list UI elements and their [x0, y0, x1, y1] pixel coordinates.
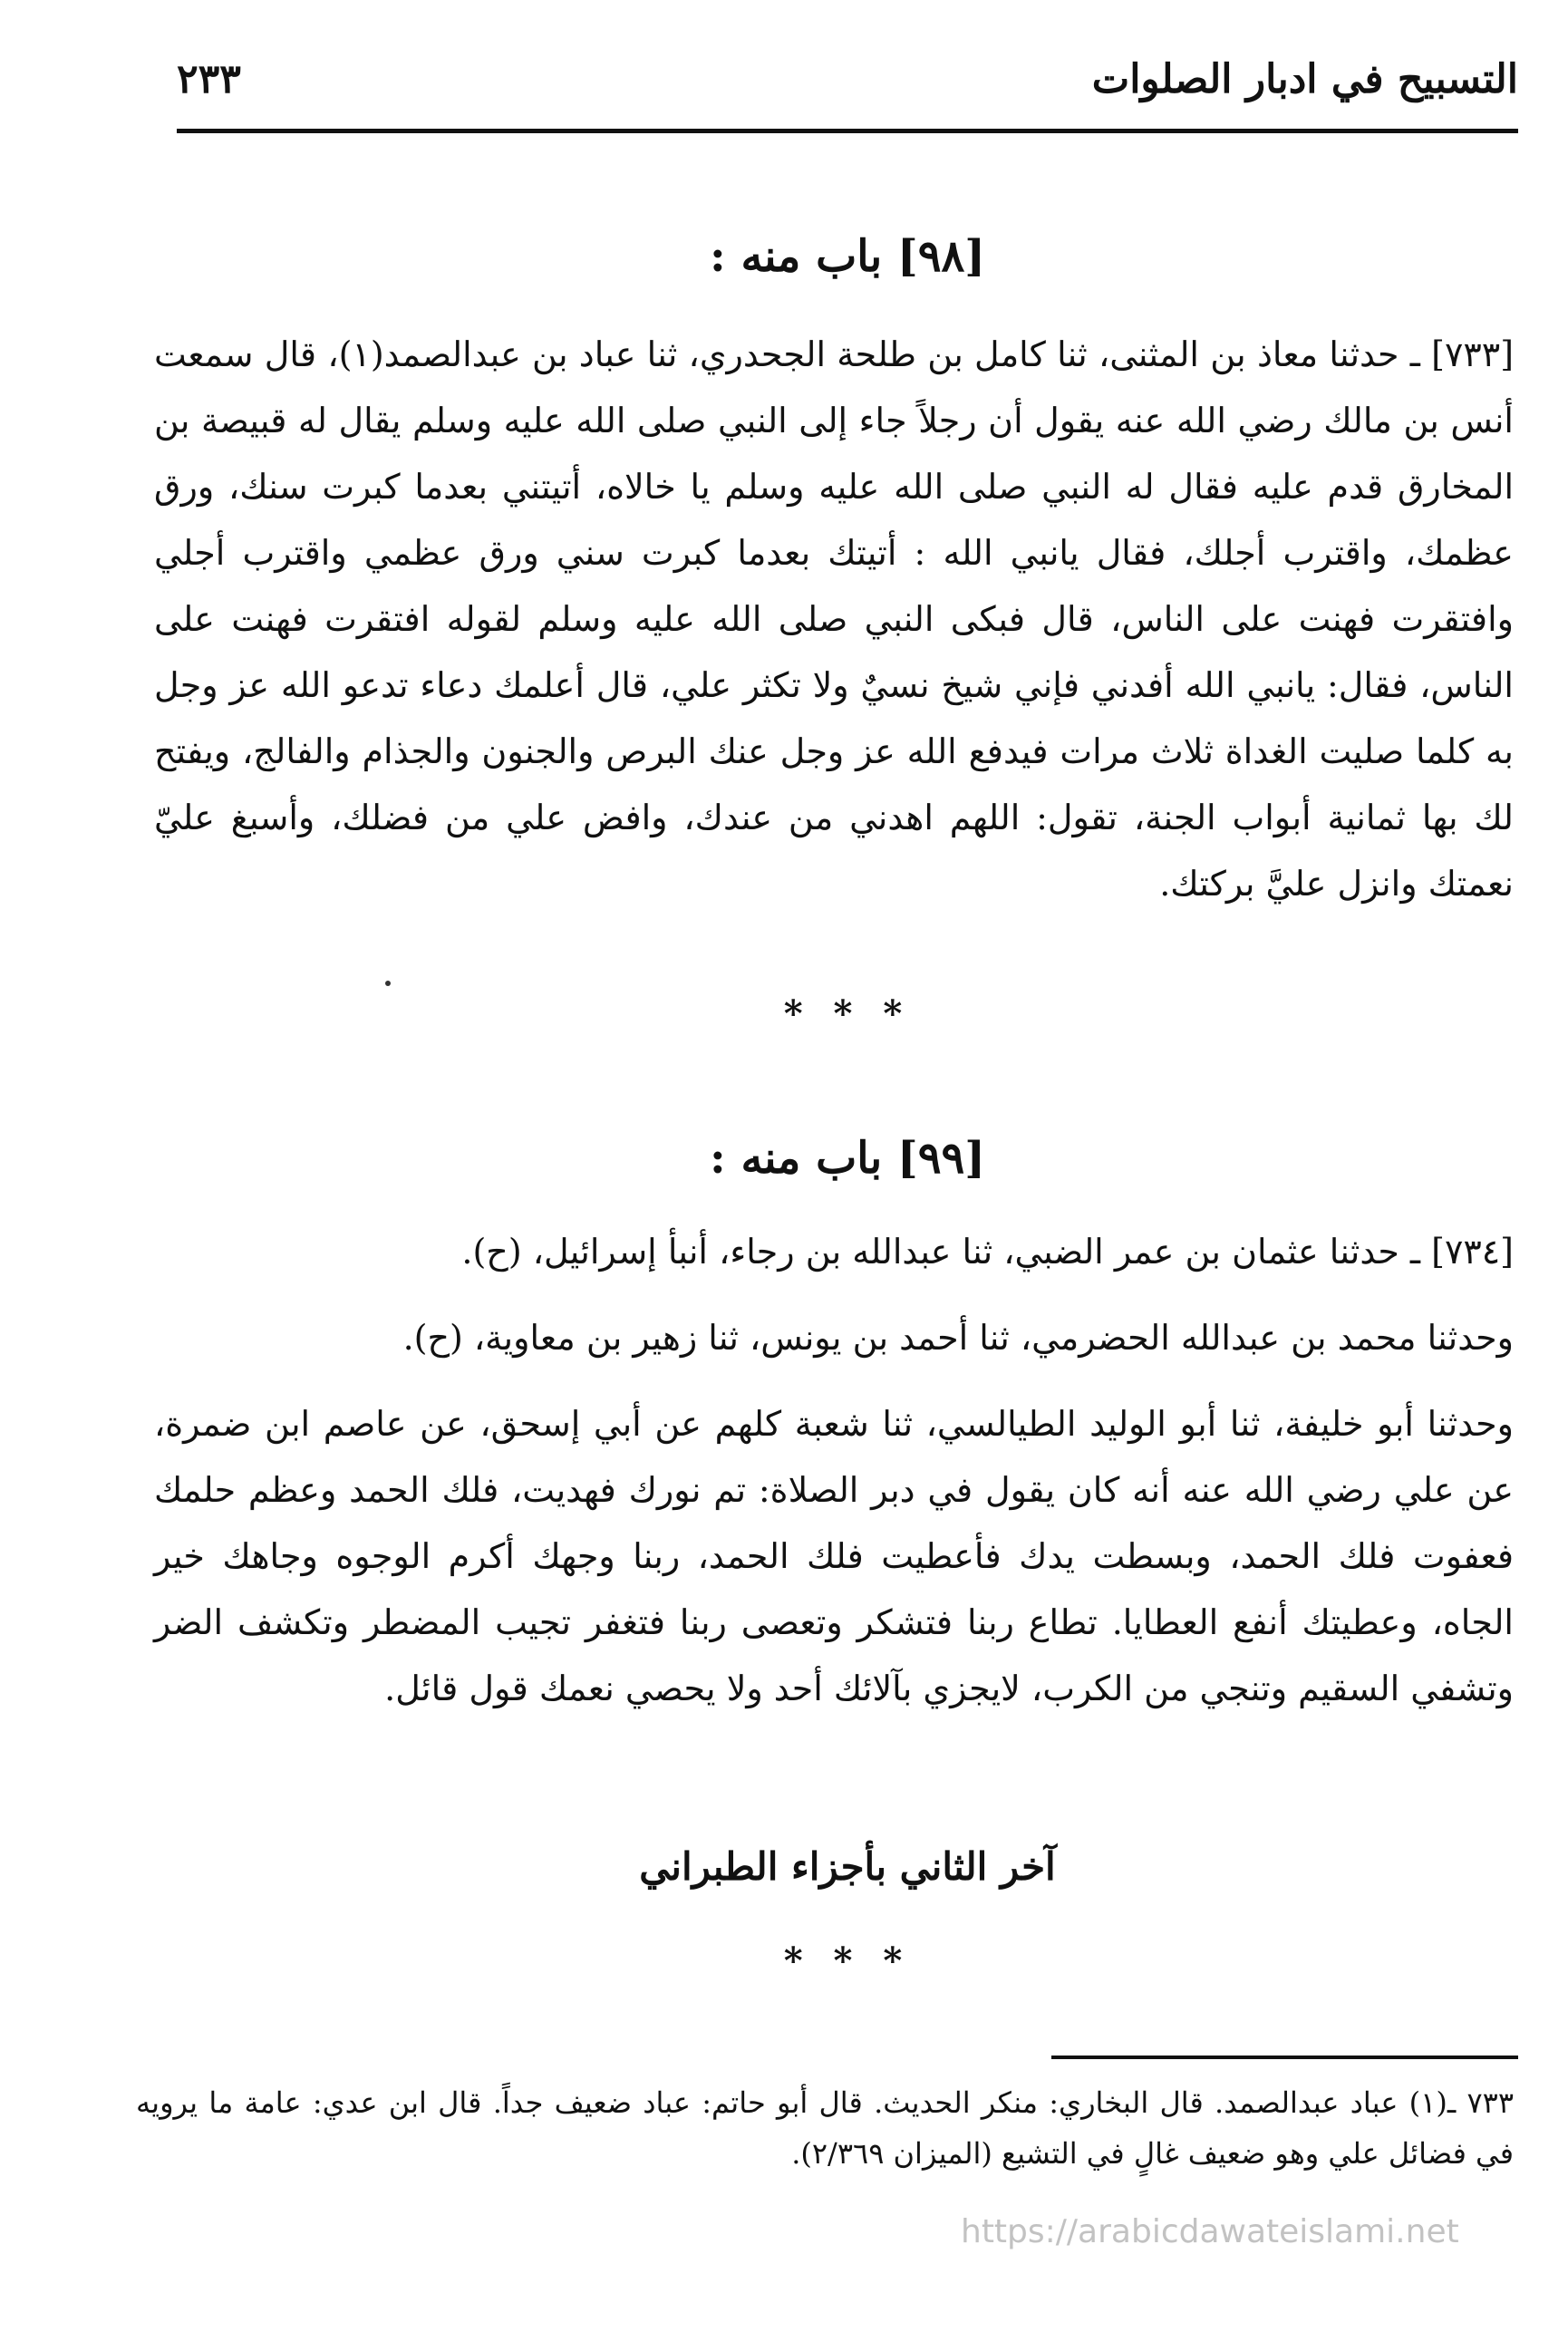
- footnote: ٧٣٣ ـ(١) عباد عبدالصمد. قال البخاري: منكر الحديث. قال أبو حاتم: عباد ضعيف جداً. قال ابن عدي: عامة ما يرويه في فضائل علي وهو ضعيف غالٍ في التشيع (الميزان ٢/٣٦٩).: [136, 2085, 1515, 2171]
- hadith-733-paragraph: [٧٣٣] ـ حدثنا معاذ بن المثنى، ثنا كامل بن طلحة الجحدري، ثنا عباد بن عبدالصمد(١)، قال سمعت أنس بن مالك رضي الله عنه يقول أن رجلاً جاء إلى النبي صلى الله عليه وسلم يقال له قبيصة بن المخارق قدم عليه فقال له النبي صلى الله عليه وسلم يا خالاه، أتيتني بعدما كبرت سنك، ورق عظمك، واقترب أجلك، فقال يانبي الله : أتيتك بعدما كبرت سني ورق عظمي واقترب أجلي وافتقرت فهنت على الناس، قال فبكى النبي صلى الله عليه وسلم لقوله افتقرت فهنت على الناس، فقال: يانبي الله أفدني فإني شيخ نسيٌ ولا تكثر علي، قال أعلمك دعاء تدعو الله عز وجل به كلما صليت الغداة ثلاث مرات فيدفع الله عز وجل عنك البرص والجنون والجذام والفالج، ويفتح لك بها ثمانية أبواب الجنة، تقول: اللهم اهدني من عندك، وافض علي من فضلك، وأسبغ عليّ نعمتك وانزل عليَّ بركتك.: [154, 334, 1515, 904]
- watermark-url: https://arabicdawateislami.net: [961, 2213, 1459, 2250]
- section-heading-98: [٩٨] باب منه :: [710, 231, 985, 282]
- closing-line: آخر الثاني بأجزاء الطبراني: [639, 1844, 1056, 1889]
- separator-asterisks: * * *: [783, 992, 912, 1035]
- page-number: ٢٣٣: [177, 56, 241, 102]
- separator-asterisks-end: * * *: [783, 1940, 912, 1982]
- running-header-title: التسبيح في ادبار الصلوات: [1091, 56, 1518, 102]
- section-heading-99: [٩٩] باب منه :: [710, 1133, 985, 1184]
- hadith-734-paragraph: وحدثنا أبو خليفة، ثنا أبو الوليد الطيالسي، ثنا شعبة كلهم عن أبي إسحق، عن عاصم ابن ضمرة، عن علي رضي الله عنه أنه كان يقول في دبر الصلاة: تم نورك فهديت، فلك الحمد وعظم حلمك فعفوت فلك الحمد، وبسطت يدك فأعطيت فلك الحمد، ربنا وجهك أكرم الوجوه وجاهك خير الجاه، وعطيتك أنفع العطايا. تطاع ربنا فتشكر وتعصى ربنا فتغفر تجيب المضطر وتكشف الضر وتشفي السقيم وتنجي من الكرب، لايجزي بآلائك أحد ولا يحصي نعمك قول قائل.: [154, 1404, 1514, 1708]
- hadith-734-line-2: وحدثنا محمد بن عبدالله الحضرمي، ثنا أحمد بن يونس، ثنا زهير بن معاوية، (ح).: [402, 1318, 1514, 1358]
- hadith-734-line-1: [٧٣٤] ـ حدثنا عثمان بن عمر الضبي، ثنا عبدالله بن رجاء، أنبأ إسرائيل، (ح).: [461, 1232, 1514, 1272]
- header-rule: [177, 129, 1518, 133]
- running-header: [177, 56, 1518, 120]
- footnote-rule: [1051, 2056, 1518, 2059]
- stray-dot: [385, 981, 391, 986]
